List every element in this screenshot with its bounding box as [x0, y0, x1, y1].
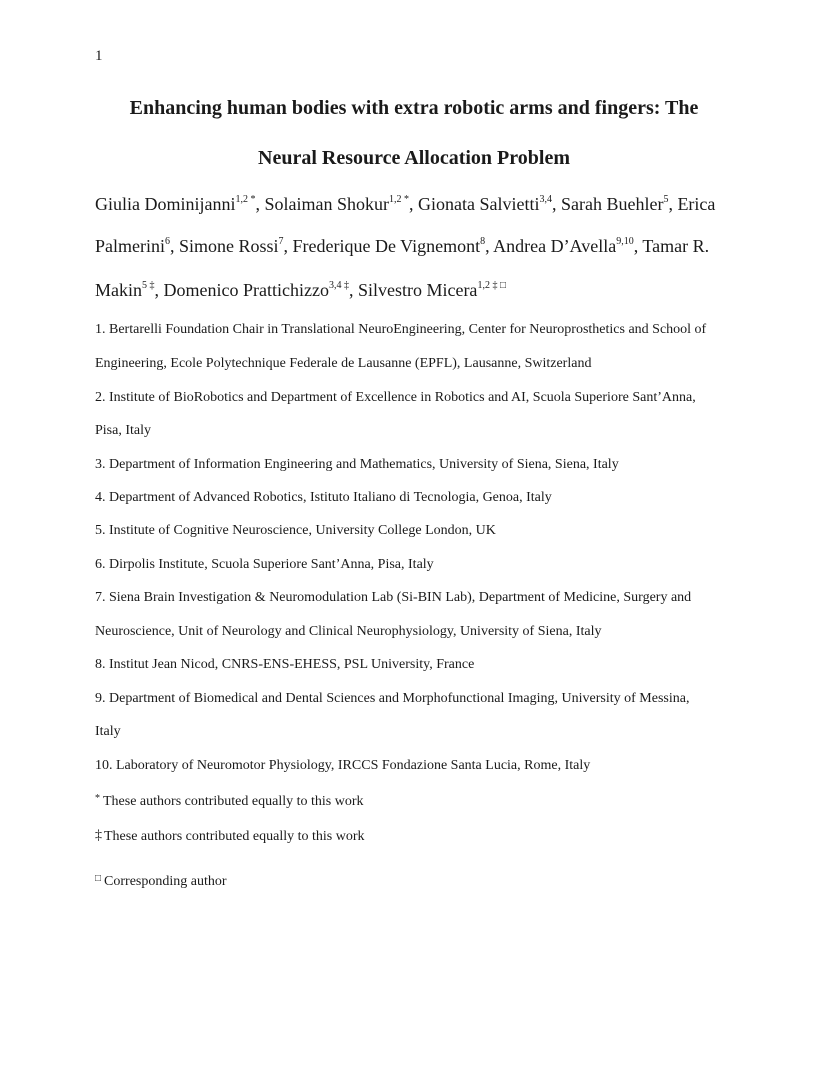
author-affiliation-sup: 5 — [663, 194, 669, 205]
affiliation-line: Engineering, Ecole Polytechnique Federale de Lausanne (EPFL), Lausanne, Switzerland — [95, 356, 592, 371]
author-separator: , — [283, 236, 293, 256]
equal-contribution-note-star — [95, 789, 364, 812]
author-separator: , — [154, 280, 164, 300]
author-separator: , — [170, 236, 179, 256]
page-number: 1 — [95, 48, 103, 64]
square-mark: □ — [95, 873, 102, 884]
author-name: Gionata Salvietti — [417, 194, 540, 214]
paper-title-line-1: Enhancing human bodies with extra robotic arms and fingers: The — [129, 97, 699, 119]
affiliation-line: 1. Bertarelli Foundation Chair in Translational NeuroEngineering, Center for Neuroprosthetics and School of — [95, 322, 707, 337]
author-list-line-1 — [95, 192, 735, 216]
author-affiliation-sup: 1,2 * — [388, 194, 409, 205]
author-affiliation-sup: 5 ‡ — [142, 280, 155, 291]
author-name: Solaiman Shokur — [264, 194, 389, 214]
author-separator: , — [668, 194, 678, 214]
affiliation-line: 4. Department of Advanced Robotics, Istituto Italiano di Tecnologia, Genoa, Italy — [95, 490, 552, 505]
author-affiliation-sup: 8 — [480, 236, 486, 247]
author-name: Silvestro Micera — [357, 280, 478, 300]
author-name: Erica — [677, 194, 716, 214]
author-list-line-2 — [95, 234, 735, 258]
author-separator: , — [633, 236, 643, 256]
equal-contribution-note-dagger — [95, 826, 365, 847]
author-affiliation-sup: 6 — [165, 236, 170, 247]
affiliation-line: 2. Institute of BioRobotics and Department of Excellence in Robotics and AI, Scuola Superiore Sant’Anna, — [95, 390, 696, 405]
affiliation-line: 7. Siena Brain Investigation & Neuromodulation Lab (Si-BIN Lab), Department of Medicine, Surgery and — [95, 590, 692, 605]
double-dagger-mark: ‡ — [95, 828, 102, 843]
author-separator: , — [255, 194, 265, 214]
author-name: Tamar R. — [642, 236, 710, 256]
author-name: Simone Rossi — [179, 236, 279, 256]
affiliation-line: 8. Institut Jean Nicod, CNRS-ENS-EHESS, PSL University, France — [95, 657, 475, 672]
asterisk-mark: * — [95, 793, 100, 804]
author-separator: , — [551, 194, 561, 214]
note-text: These authors contributed equally to this work — [104, 829, 365, 844]
author-name: Domenico Prattichizzo — [163, 280, 329, 300]
author-affiliation-sup: 9,10 — [616, 236, 634, 247]
author-separator: , — [408, 194, 418, 214]
author-name: Andrea D’Avella — [493, 236, 617, 256]
author-affiliation-sup: 3,4 — [539, 194, 552, 205]
author-name: Makin — [95, 280, 142, 300]
author-separator: , — [485, 236, 494, 256]
note-text: Corresponding author — [104, 874, 227, 889]
author-affiliation-sup: 1,2 ‡ □ — [477, 280, 506, 291]
author-name: Giulia Dominijanni — [95, 194, 236, 214]
corresponding-author-note — [95, 869, 227, 892]
affiliation-line: Pisa, Italy — [95, 423, 151, 438]
author-name: Palmerini — [95, 236, 165, 256]
note-text: These authors contributed equally to this work — [103, 794, 364, 809]
author-name: Frederique De Vignemont — [292, 236, 481, 256]
affiliation-line: 3. Department of Information Engineering and Mathematics, University of Siena, Siena, Italy — [95, 457, 619, 472]
author-separator: , — [348, 280, 358, 300]
author-name: Sarah Buehler — [560, 194, 664, 214]
author-affiliation-sup: 3,4 ‡ — [328, 280, 349, 291]
affiliation-line: 10. Laboratory of Neuromotor Physiology, IRCCS Fondazione Santa Lucia, Rome, Italy — [95, 758, 591, 773]
affiliation-line: 6. Dirpolis Institute, Scuola Superiore Sant’Anna, Pisa, Italy — [95, 557, 434, 572]
author-affiliation-sup: 1,2 * — [235, 194, 256, 205]
affiliation-line: Neuroscience, Unit of Neurology and Clinical Neurophysiology, University of Siena, Italy — [95, 624, 602, 639]
author-list-line-3 — [95, 278, 735, 302]
affiliation-line: 9. Department of Biomedical and Dental Sciences and Morphofunctional Imaging, University of Messina, — [95, 691, 690, 706]
affiliation-line: Italy — [95, 724, 121, 739]
author-affiliation-sup: 7 — [278, 236, 284, 247]
paper-title-line-2: Neural Resource Allocation Problem — [258, 147, 570, 169]
affiliation-line: 5. Institute of Cognitive Neuroscience, University College London, UK — [95, 523, 496, 538]
